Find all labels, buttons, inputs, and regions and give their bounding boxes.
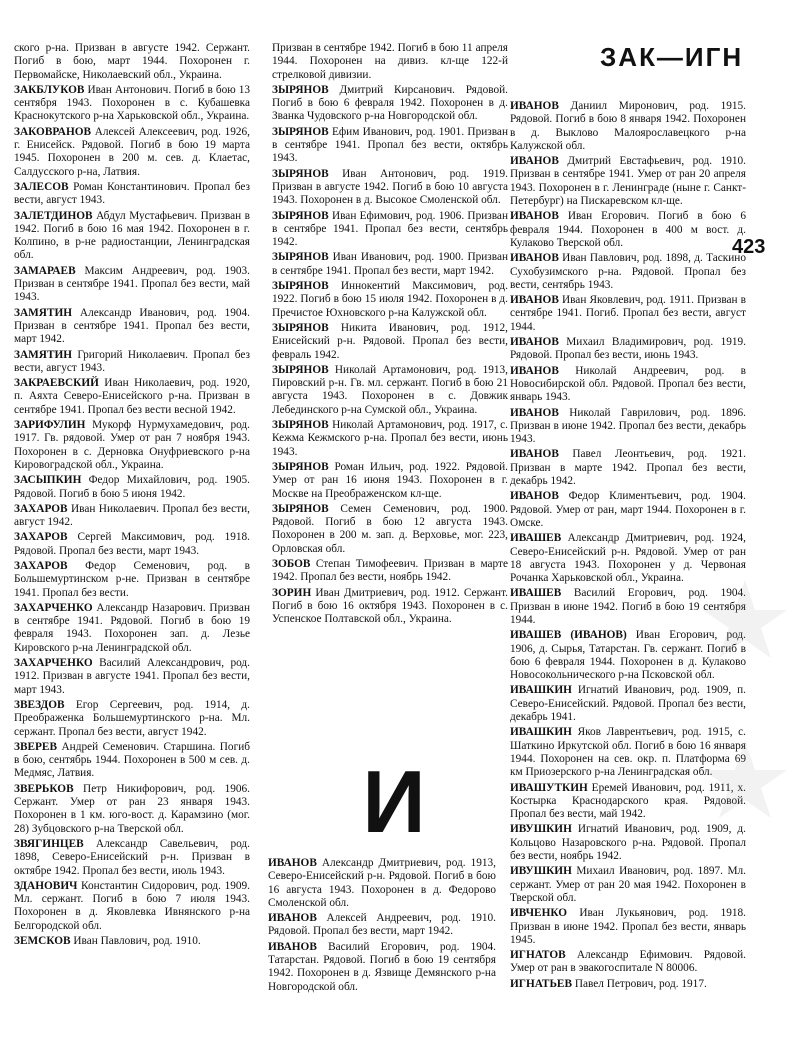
entry-surname: ЗЫРЯНОВ [272, 209, 329, 222]
entry-surname: ЗЫРЯНОВ [272, 460, 329, 473]
entry-surname: ЗЫРЯНОВ [272, 251, 329, 264]
entry-text: Петр Никифорович, род. 1906. Сержант. Умер от ран 23 января 1943. Похоронен в 1 км. юго-вост. д. Карамзино (мог. 28) Зубцовского р-на Тверской обл. [14, 782, 250, 835]
entry [510, 336, 746, 363]
entry [14, 935, 250, 948]
entry [14, 349, 250, 376]
entry-surname: ИВАНОВ [268, 857, 317, 869]
entry-text: Алексей Андреевич, род. 1910. Рядовой. Пропал без вести, март 1942. [268, 912, 496, 938]
entry-text: Александр Савельевич, род. 1898, Северо-Енисейский р-н. Призван в октябре 1942. Пропал без вести, июль 1943. [14, 837, 250, 877]
entry-text: Иван Николаевич. Пропал без вести, август 1942. [14, 502, 250, 529]
entry-text: Иван Яковлевич, род. 1911. Призван в сентябре 1941. Погиб. Пропал без вести, август 1944. [510, 294, 746, 333]
entry [14, 657, 250, 697]
entry [268, 941, 496, 994]
entry-surname: ЗВЯГИНЦЕВ [14, 837, 84, 850]
entry-text: Иван Егорович. Погиб в бою 6 февраля 1944. Похоронен в 400 м вост. д. Кулаково Тверской обл. [510, 210, 746, 249]
entry [14, 783, 250, 836]
entry-text: Александр Назарович. Призван в сентябре 1941. Рядовой. Погиб в бою 19 февраля 1943. Похоронен зап. д. Лезье Кировского р-на Ленинградской обл. [14, 601, 250, 654]
entry [14, 602, 250, 655]
entry [272, 251, 508, 278]
entry-surname: ЗАКОВРАНОВ [14, 125, 92, 138]
entry-surname: ЗОРИН [272, 586, 312, 599]
entry-text: Егор Сергеевич, род. 1914, д. Преображенка Большемуртинского р-на. Мл. сержант. Пропал без вести, август 1942. [14, 698, 250, 738]
entry-surname: ЗЫРЯНОВ [272, 280, 329, 293]
entry-text: Иван Павлович, род. 1910. [70, 935, 201, 947]
entry-surname: ЗАМЯТИН [14, 306, 73, 319]
entry-text: Никита Иванович, род. 1912, Енисейский р-н. Рядовой. Пропал без вести, февраль 1942. [272, 321, 508, 361]
entry [272, 84, 508, 124]
entry [14, 560, 250, 600]
entry-surname: ЗВЕЗДОВ [14, 698, 65, 711]
entry [272, 587, 508, 627]
entry [510, 448, 746, 488]
entry-text: Иван Николаевич, род. 1920, п. Аяхта Северо-Енисейского р-на. Призван в сентябре 1941. Пропал без вести весной 1942. [14, 377, 250, 416]
entry-text: Иван Павлович, род. 1898, д. Таскино Сухобузимского р-на. Рядовой. Пропал без вести, сентябрь 1943. [510, 252, 746, 291]
entry-surname: ИВАШЕВ [510, 587, 562, 600]
entry-surname: ИВАНОВ [268, 912, 317, 925]
entry-surname: ЗАХАРОВ [14, 531, 68, 544]
entry-text: Игнатий Иванович, род. 1909, п. Северо-Енисейский. Рядовой. Пропал без вести, декабрь 1941. [510, 684, 746, 724]
entry-surname: ИВАНОВ [510, 448, 559, 461]
entry-surname: ИВАШУТКИН [510, 781, 588, 794]
entry-surname: ИВАНОВ [510, 210, 559, 223]
entry [510, 210, 746, 250]
entry [14, 741, 250, 781]
entry-text: Александр Иванович, род. 1904. Призван в сентябре 1941. Пропал без вести, март 1942. [14, 306, 250, 346]
entry-surname: ЗЫРЯНОВ [272, 419, 329, 432]
entry [14, 42, 250, 82]
entry-text: Призван в сентябре 1942. Погиб в бою 11 апреля 1944. Похоронен на дивиз. кл-ще 122-й стрелковой дивизии. [272, 42, 508, 81]
entry-text: Федор Михайлович, род. 1905. Рядовой. Погиб в бою 5 июня 1942. [14, 474, 250, 500]
section-letter-glyph [352, 760, 437, 838]
entry [14, 126, 250, 179]
entry-text: Максим Андреевич, род. 1903. Призван в сентябре 1941. Пропал без вести, май 1943. [14, 264, 250, 304]
entry-surname: ЗАХАРОВ [14, 502, 68, 515]
entry-text: Семен Семенович, род. 1900. Рядовой. Погиб в бою 12 августа 1943. Похоронен в 200 м. зап. д. Верховье, мог. 223, Орловская обл. [272, 502, 508, 555]
entry-text: Иван Антонович, род. 1919. Призван в августе 1942. Погиб в бою 10 августа 1943. Похоронен в д. Высокое Смоленской обл. [272, 167, 508, 207]
entry [510, 155, 746, 208]
entry-surname: ЗАХАРЧЕНКО [14, 601, 93, 614]
entry-text: Даниил Миронович, род. 1915. Рядовой. Погиб в бою 8 января 1942. Похоронен в д. Выклово Малоярославецкого р-на Калужской обл. [510, 100, 746, 152]
entry-surname: ЗЫРЯНОВ [272, 83, 329, 96]
entry-text: Василий Егорович, род. 1904. Татарстан. Рядовой. Погиб в бою 19 сентября 1942. Похоронен в д. Язвище Демянского р-на Новгородской обл. [268, 940, 496, 993]
entry-surname: ЗОБОВ [272, 557, 311, 570]
entry-text: Федор Климентьевич, род. 1904. Рядовой. Умер от ран, март 1944. Похоронен в г. Омске. [510, 490, 746, 529]
entry-text: Еремей Иванович, род. 1911, х. Костырка Краснодарского края. Рядовой. Пропал без вести, май 1942. [510, 781, 746, 821]
entry-text: Абдул Мустафьевич. Призван в 1942. Погиб в бою 16 мая 1942. Похоронен в г. Колпино, в р-не радиостанции, Ленинградская обл. [14, 209, 250, 262]
entry-text: Иван Иванович, род. 1900. Призван в сентябре 1941. Пропал без вести, март 1942. [272, 251, 508, 277]
entry-surname: ЗАМАРАЕВ [14, 264, 76, 277]
entry-surname: ИВАНОВ [510, 406, 559, 419]
entry-surname: ЗАЛЕТДИНОВ [14, 209, 93, 222]
entry [14, 377, 250, 417]
entry [14, 210, 250, 263]
entry-surname: ЗАМЯТИН [14, 348, 73, 361]
entry-surname: ЗЫРЯНОВ [272, 167, 329, 180]
entry-text: Иван Дмитриевич, род. 1912. Сержант. Погиб в бою 16 октября 1943. Похоронен в с. Успенское Полтавской обл., Украина. [272, 586, 508, 626]
entry [14, 265, 250, 305]
entry-surname: ЗЫРЯНОВ [272, 125, 329, 138]
entry [272, 322, 508, 362]
entry [510, 294, 746, 334]
entry-surname: ЗАХАРЧЕНКО [14, 657, 93, 670]
entry-text: Павел Петрович, род. 1917. [572, 977, 707, 990]
entry [510, 490, 746, 530]
entry-text: Александр Ефимович. Рядовой. Умер от ран в эвакогоспитале N 80006. [510, 949, 746, 975]
entry [272, 168, 508, 208]
entry-surname: ИВАШЕВ [510, 532, 562, 545]
entry-surname: ИВЧЕНКО [510, 907, 568, 920]
entry [510, 907, 746, 947]
entry-text: Константин Сидорович, род. 1909. Мл. сержант. Погиб в бою 7 июля 1943. Похоронен в д. Яковлевка Ивнянского р-на Белгородской обл. [14, 879, 250, 932]
entry-surname: ЗЫРЯНОВ [272, 363, 329, 376]
entry [272, 461, 508, 501]
entry [272, 126, 508, 166]
entry [268, 857, 496, 910]
entry [272, 503, 508, 556]
entry-surname: ЗАХАРОВ [14, 559, 68, 572]
entry [272, 210, 508, 250]
entry-surname: ЗАСЫПКИН [14, 474, 82, 487]
entry-surname: ИВАНОВ [510, 336, 559, 349]
entry-surname: ЗАЛЕСОВ [14, 180, 69, 193]
entry-text: Николай Андреевич, род. в Новосибирской обл. Рядовой. Пропал без вести, январь 1943. [510, 364, 746, 404]
entry-surname: ИВАНОВ [510, 155, 559, 168]
entry-surname: ЗЫРЯНОВ [272, 502, 329, 515]
entry-surname: ИВУШКИН [510, 823, 572, 836]
entry-text: Иван Егорович, род. 1906, д. Сырья, Татарстан. Гв. сержант. Погиб в бою 6 февраля 1944. Похоронен в д. Кулаково Новосокольнического р-на Псковской обл. [510, 629, 746, 682]
entry-text: Василий Александрович, род. 1912. Призван в августе 1941. Пропал без вести, март 1943. [14, 657, 250, 696]
entry [272, 558, 508, 585]
entry-text: Григорий Николаевич. Пропал без вести, август 1943. [14, 348, 250, 374]
entry-text: Андрей Семенович. Старшина. Погиб в бою, сентябрь 1944. Похоронен в 500 м сев. д. Медмяс, Латвия. [14, 740, 250, 780]
entry-text: Иван Ефимович, род. 1906. Призван в сентябре 1941. Пропал без вести, сентябрь 1942. [272, 209, 508, 249]
section-letter: И [362, 760, 426, 838]
entry [272, 419, 508, 459]
entry [272, 42, 508, 82]
entry-text: Василий Егорович, род. 1904. Призван в июне 1942. Погиб в бою 19 сентября 1944. [510, 587, 746, 626]
page-header-title: ЗАК—ИГН [600, 42, 744, 72]
entry [510, 100, 746, 153]
entry [510, 252, 746, 292]
entry [14, 307, 250, 347]
watermark-stars [690, 560, 800, 860]
page-number: 423 [732, 236, 766, 258]
entry-surname: ИВАНОВ [510, 490, 559, 503]
entry [14, 474, 250, 501]
entry-surname: ИВАНОВ [510, 252, 559, 265]
entry [14, 699, 250, 739]
entry-surname: ИВАНОВ [510, 100, 559, 112]
entry-text: Роман Константинович. Пропал без вести, август 1943. [14, 180, 250, 207]
entry-text: Александр Дмитриевич, род. 1924, Северо-Енисейский р-н. Рядовой. Умер от ран 18 августа 1943. Похоронен у д. Червоная Рочанка Харьковской обл., Украина. [510, 532, 746, 585]
entry [14, 503, 250, 530]
entry-text: Алексей Алексеевич, род. 1926, г. Енисейск. Рядовой. Погиб в бою 19 марта 1945. Похоронен в 200 м. сев. д. Клаетас, Салдусского р-на, Латвия. [14, 125, 250, 178]
entry [14, 181, 250, 208]
entry-text: Игнатий Иванович, род. 1909, д. Кольцово Назаровского р-на. Рядовой. Пропал без вести, ноябрь 1942. [510, 823, 746, 863]
entry [510, 949, 746, 976]
entry-surname: ЗАКБЛУКОВ [14, 83, 85, 96]
entry [510, 407, 746, 447]
entry-surname: ИГНАТЬЕВ [510, 977, 573, 990]
entry-text: Сергей Максимович, род. 1918. Рядовой. Пропал без вести, март 1943. [14, 531, 250, 557]
entry [510, 365, 746, 405]
entry-text: Иван Антонович. Погиб в бою 13 сентября 1943. Похоронен в с. Кубашевка Краснокутского р-на Харьковской обл., Украина. [14, 83, 250, 123]
entry [268, 912, 496, 939]
column-2-continued [268, 857, 496, 996]
entry-text: Николай Артамонович, род. 1917, с. Кежма Кежмского р-на. Пропал без вести, июнь 1943. [272, 419, 508, 458]
entry-surname: ЗАРИФУЛИН [14, 419, 86, 432]
entry-surname: ЗЫРЯНОВ [272, 321, 329, 334]
entry-text: Павел Леонтьевич, род. 1921. Призван в марте 1942. Пропал без вести, декабрь 1942. [510, 448, 746, 488]
entry-text: Ефим Иванович, род. 1901. Призван в сентябре 1941. Пропал без вести, октябрь 1943. [272, 125, 508, 165]
entry-surname: ИВАШЕВ (ИВАНОВ) [510, 629, 627, 642]
entry-surname: ЗАКРАЕВСКИЙ [14, 377, 99, 390]
entry-text: Дмитрий Кирсанович. Рядовой. Погиб в бою 6 февраля 1942. Похоронен в д. Званка Чудовского р-на Новгородской обл. [272, 83, 508, 123]
entry [14, 419, 250, 472]
entry-surname: ЗДАНОВИЧ [14, 879, 78, 892]
entry-surname: ИГНАТОВ [510, 949, 566, 962]
entry-text: Дмитрий Евстафьевич, род. 1910. Призван в сентябре 1941. Умер от ран 20 апреля 1943. Похоронен в г. Ленинграде (ныне г. Санкт-Петербург) на Пискаревском кл-ще. [510, 155, 746, 208]
entry [14, 880, 250, 933]
entry-surname: ИВАНОВ [268, 940, 317, 953]
entry [272, 280, 508, 320]
entry-text: Мукорф Нурмухамедович, род. 1917. Гв. рядовой. Умер от ран 7 ноября 1943. Похоронен в с. Дерновка Онуфриевского р-на Кировоградской обл., Украина. [14, 419, 250, 471]
entry [14, 531, 250, 558]
entry-text: Иван Лукьянович, род. 1918. Призван в июне 1942. Пропал без вести, январь 1945. [510, 907, 746, 946]
entry-surname: ИВУШКИН [510, 865, 572, 878]
entry-text: Федор Семенович, род. в Большемуртинском р-не. Призван в сентябре 1941. Пропал без вести. [14, 559, 250, 599]
entry [14, 838, 250, 878]
entry [510, 865, 746, 905]
entry-text: Николай Гаврилович, род. 1896. Призван в июне 1942. Пропал без вести, декабрь 1943. [510, 406, 746, 446]
column-1 [14, 42, 250, 950]
entry-surname: ИВАШКИН [510, 726, 572, 739]
entry-text: Степан Тимофеевич. Призван в марте 1942. Пропал без вести, ноябрь 1942. [272, 557, 508, 584]
entry [510, 978, 746, 991]
entry-surname: ЗВЕРЬКОВ [14, 782, 74, 795]
entry-text: Роман Ильич, род. 1922. Рядовой. Умер от ран 16 июня 1943. Похоронен в г. Москве на Преображенском кл-ще. [272, 460, 508, 500]
entry [14, 84, 250, 124]
entry-text: Александр Дмитриевич, род. 1913, Северо-Енисейский р-н. Рядовой. Погиб в бою 16 августа 1943. Похоронен в д. Федорово Смоленской обл. [268, 857, 496, 909]
entry-text: Михаил Владимирович, род. 1919. Рядовой. Пропал без вести, июнь 1943. [510, 336, 746, 362]
entry-surname: ИВАШКИН [510, 684, 572, 697]
column-2 [272, 42, 508, 628]
entry-text: Яков Лаврентьевич, род. 1915, с. Шаткино Иркутской обл. Погиб в бою 16 января 1944. Похоронен на сев. окр. п. Платформа 69 км Приозерского р-на Ленинградская обл. [510, 726, 746, 779]
entry-text: Николай Артамонович, род. 1913, Пировский р-н. Гв. мл. сержант. Погиб в бою 21 августа 1943. Похоронен в с. Довжик Лебединского р-на Сумской обл., Украина. [272, 363, 508, 416]
entry-text: ского р-на. Призван в августе 1942. Сержант. Погиб в бою, март 1944. Похоронен г. Первомайске, Николаевский обл., Украина. [14, 42, 250, 81]
entry-text: Иннокентий Максимович, род. 1922. Погиб в бою 15 июля 1942. Похоронен в д. Пречистое Юхновского р-на Калужской обл. [272, 280, 508, 319]
entry-text: Михаил Иванович, род. 1897. Мл. сержант. Умер от ран 20 мая 1942. Похоронен в Тверской обл. [510, 865, 746, 904]
entry-surname: ИВАНОВ [510, 294, 559, 307]
entry-surname: ЗВЕРЕВ [14, 740, 58, 753]
entry-surname: ЗЕМСКОВ [14, 935, 71, 947]
entry [272, 364, 508, 417]
entry-surname: ИВАНОВ [510, 364, 559, 377]
